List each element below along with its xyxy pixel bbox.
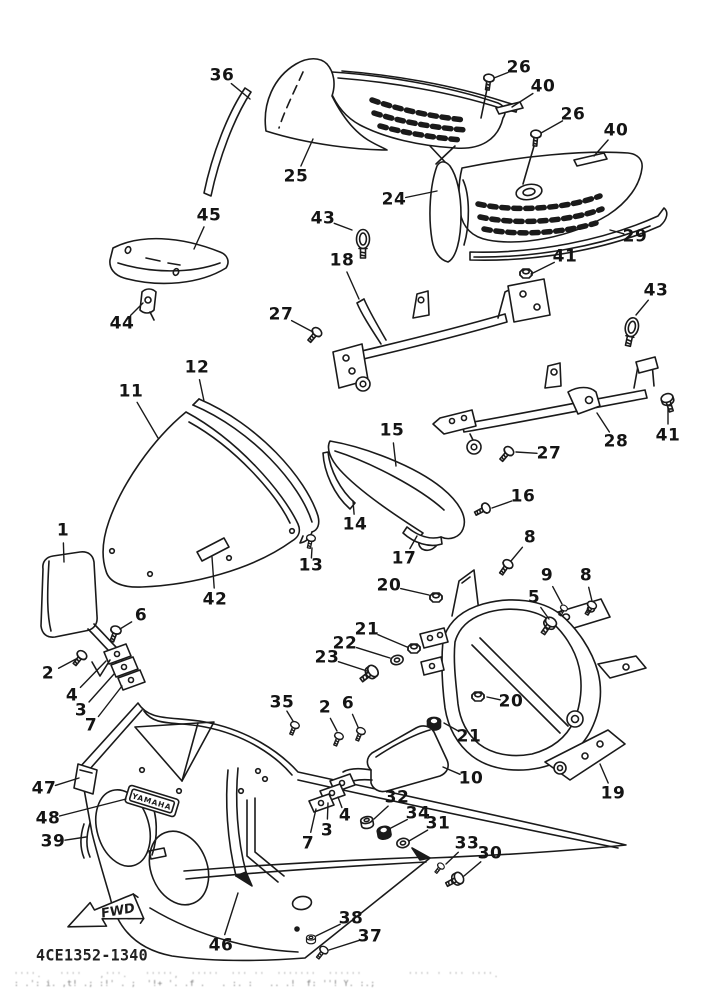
callout-19: 19 <box>600 783 626 804</box>
callout-6: 6 <box>341 693 355 714</box>
callout-2: 2 <box>318 697 332 718</box>
callout-4: 4 <box>338 805 352 826</box>
callout-43: 43 <box>310 208 336 229</box>
callout-4: 4 <box>65 685 79 706</box>
callout-15: 15 <box>379 420 405 441</box>
callout-26: 26 <box>506 57 532 78</box>
callout-21: 21 <box>456 726 482 747</box>
callout-20: 20 <box>498 691 524 712</box>
callout-25: 25 <box>283 166 309 187</box>
callout-39: 39 <box>40 831 66 852</box>
callout-27: 27 <box>536 443 562 464</box>
callout-23: 23 <box>314 647 340 668</box>
callout-6: 6 <box>134 605 148 626</box>
callout-42: 42 <box>202 589 228 610</box>
footer-print-row-2: : .': i. ,t! .; :!' . ; '!+ '. .f . . :. : .. .! f: ''! Y. :.; <box>14 979 376 988</box>
callout-24: 24 <box>381 189 407 210</box>
callout-38: 38 <box>338 908 364 929</box>
callout-33: 33 <box>454 833 480 854</box>
callout-18: 18 <box>329 250 355 271</box>
callout-5: 5 <box>527 587 541 608</box>
callout-32: 32 <box>384 787 410 808</box>
callout-41: 41 <box>552 246 578 267</box>
callout-7: 7 <box>301 833 315 854</box>
yamaha-emblem-text: YAMAHA <box>131 791 173 812</box>
callout-44: 44 <box>109 313 135 334</box>
callout-17: 17 <box>391 548 417 569</box>
callout-20: 20 <box>376 575 402 596</box>
callout-43: 43 <box>643 280 669 301</box>
callout-28: 28 <box>603 431 629 452</box>
callout-11: 11 <box>118 381 144 402</box>
callout-36: 36 <box>209 65 235 86</box>
callout-27: 27 <box>268 304 294 325</box>
callout-8: 8 <box>579 565 593 586</box>
callout-10: 10 <box>458 768 484 789</box>
callout-21: 21 <box>354 619 380 640</box>
callout-29: 29 <box>622 226 648 247</box>
callout-41: 41 <box>655 425 681 446</box>
callout-46: 46 <box>208 935 234 956</box>
callout-45: 45 <box>196 205 222 226</box>
callout-3: 3 <box>74 700 88 721</box>
callout-35: 35 <box>269 692 295 713</box>
callout-9: 9 <box>540 565 554 586</box>
callout-31: 31 <box>425 813 451 834</box>
callout-8: 8 <box>523 527 537 548</box>
callout-34: 34 <box>405 803 431 824</box>
callout-12: 12 <box>184 357 210 378</box>
callout-3: 3 <box>320 820 334 841</box>
callout-30: 30 <box>477 843 503 864</box>
callout-40: 40 <box>530 76 556 97</box>
callout-1: 1 <box>56 520 70 541</box>
part-number-text: 4CE1352-1340 <box>36 945 148 965</box>
callout-13: 13 <box>298 555 324 576</box>
callout-2: 2 <box>41 663 55 684</box>
callout-7: 7 <box>84 715 98 736</box>
callout-22: 22 <box>332 633 358 654</box>
callout-48: 48 <box>35 808 61 829</box>
callout-14: 14 <box>342 514 368 535</box>
footer-print-row-1: ''''. '''' ,'''. ''''', ''''' ''' '' ''''''' '''''' '''' ' ''' ''''. <box>14 971 500 979</box>
fwd-arrow-label: FWD <box>100 900 135 922</box>
callout-16: 16 <box>510 486 536 507</box>
callout-26: 26 <box>560 104 586 125</box>
callout-40: 40 <box>603 120 629 141</box>
callout-47: 47 <box>31 778 57 799</box>
callout-37: 37 <box>357 926 383 947</box>
